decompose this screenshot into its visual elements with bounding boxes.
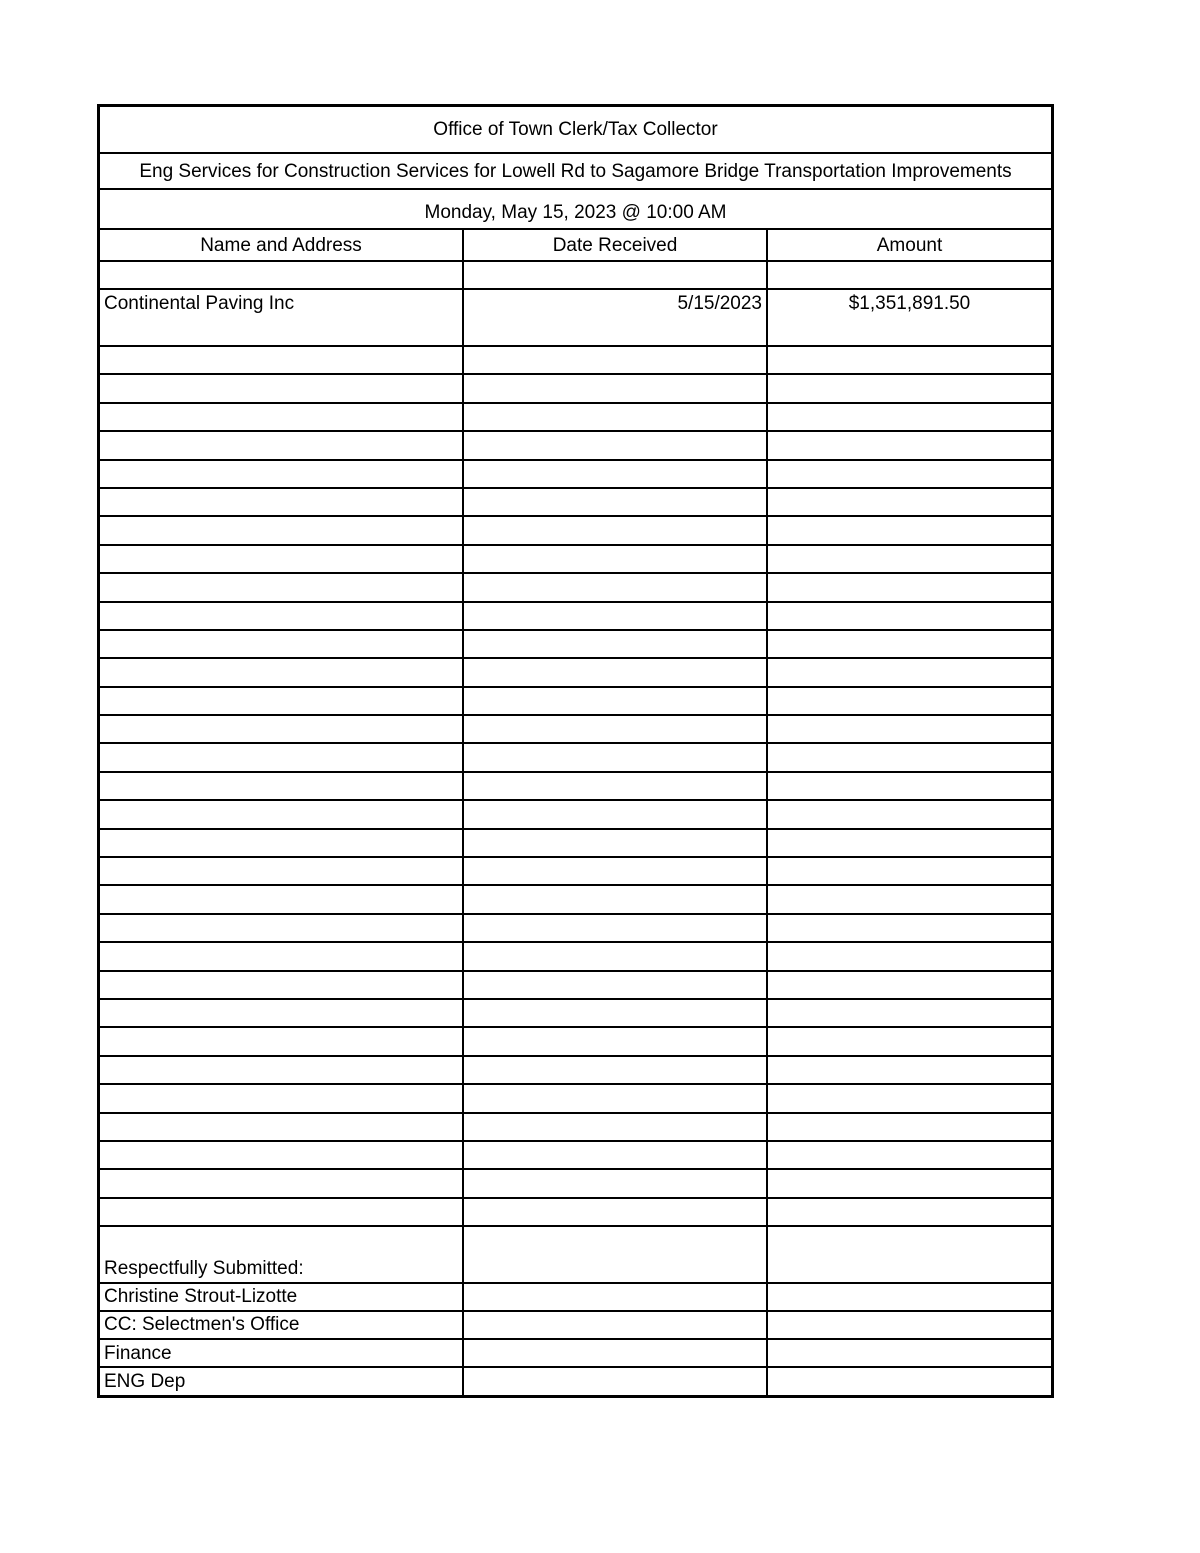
empty-row <box>100 1027 1051 1055</box>
footer-row <box>100 1283 1051 1311</box>
empty-row <box>100 687 1051 715</box>
empty-row <box>100 318 1051 346</box>
bidder-name: Continental Paving Inc <box>100 289 463 318</box>
empty-row <box>100 1169 1051 1197</box>
column-header-date: Date Received <box>463 229 767 261</box>
column-header-amount: Amount <box>767 229 1051 261</box>
column-header-name: Name and Address <box>100 229 463 261</box>
respectfully-submitted: Respectfully Submitted: <box>100 1254 463 1282</box>
empty-row <box>100 346 1051 374</box>
empty-row <box>100 602 1051 630</box>
empty-row <box>100 1141 1051 1169</box>
empty-row <box>100 999 1051 1027</box>
cc-finance: Finance <box>100 1339 463 1367</box>
empty-row <box>100 488 1051 516</box>
empty-row <box>100 743 1051 771</box>
cc-selectmen: CC: Selectmen's Office <box>100 1311 463 1339</box>
empty-row <box>100 573 1051 601</box>
empty-row <box>100 403 1051 431</box>
office-title: Office of Town Clerk/Tax Collector <box>100 107 1051 153</box>
project-row <box>100 153 1051 189</box>
table-row <box>100 289 1051 318</box>
empty-row <box>100 857 1051 885</box>
footer-row <box>100 1254 1051 1282</box>
bid-amount: $1,351,891.50 <box>767 289 1051 318</box>
empty-row <box>100 1084 1051 1112</box>
footer-row <box>100 1367 1051 1395</box>
date-row <box>100 189 1051 229</box>
empty-row <box>100 1056 1051 1084</box>
empty-row <box>100 630 1051 658</box>
empty-row <box>100 942 1051 970</box>
empty-row <box>100 658 1051 686</box>
date-received: 5/15/2023 <box>463 289 767 318</box>
empty-row <box>100 829 1051 857</box>
empty-row <box>100 1113 1051 1141</box>
bid-tabulation-sheet <box>97 104 1054 1398</box>
bid-table <box>100 107 1051 1395</box>
empty-row <box>100 431 1051 459</box>
cc-eng-dep: ENG Dep <box>100 1367 463 1395</box>
footer-row <box>100 1339 1051 1367</box>
column-header-row <box>100 229 1051 261</box>
empty-row <box>100 715 1051 743</box>
empty-row <box>100 374 1051 402</box>
bid-opening-datetime: Monday, May 15, 2023 @ 10:00 AM <box>100 189 1051 229</box>
empty-row <box>100 545 1051 573</box>
empty-row <box>100 1226 1051 1254</box>
empty-row <box>100 772 1051 800</box>
office-row <box>100 107 1051 153</box>
spacer-row <box>100 261 1051 289</box>
empty-row <box>100 971 1051 999</box>
project-title: Eng Services for Construction Services for Lowell Rd to Sagamore Bridge Transportation Improvements <box>100 153 1051 189</box>
empty-row <box>100 800 1051 828</box>
empty-row <box>100 516 1051 544</box>
signer-name: Christine Strout-Lizotte <box>100 1283 463 1311</box>
empty-row <box>100 885 1051 913</box>
empty-row <box>100 914 1051 942</box>
footer-row <box>100 1311 1051 1339</box>
empty-row <box>100 460 1051 488</box>
empty-row <box>100 1198 1051 1226</box>
